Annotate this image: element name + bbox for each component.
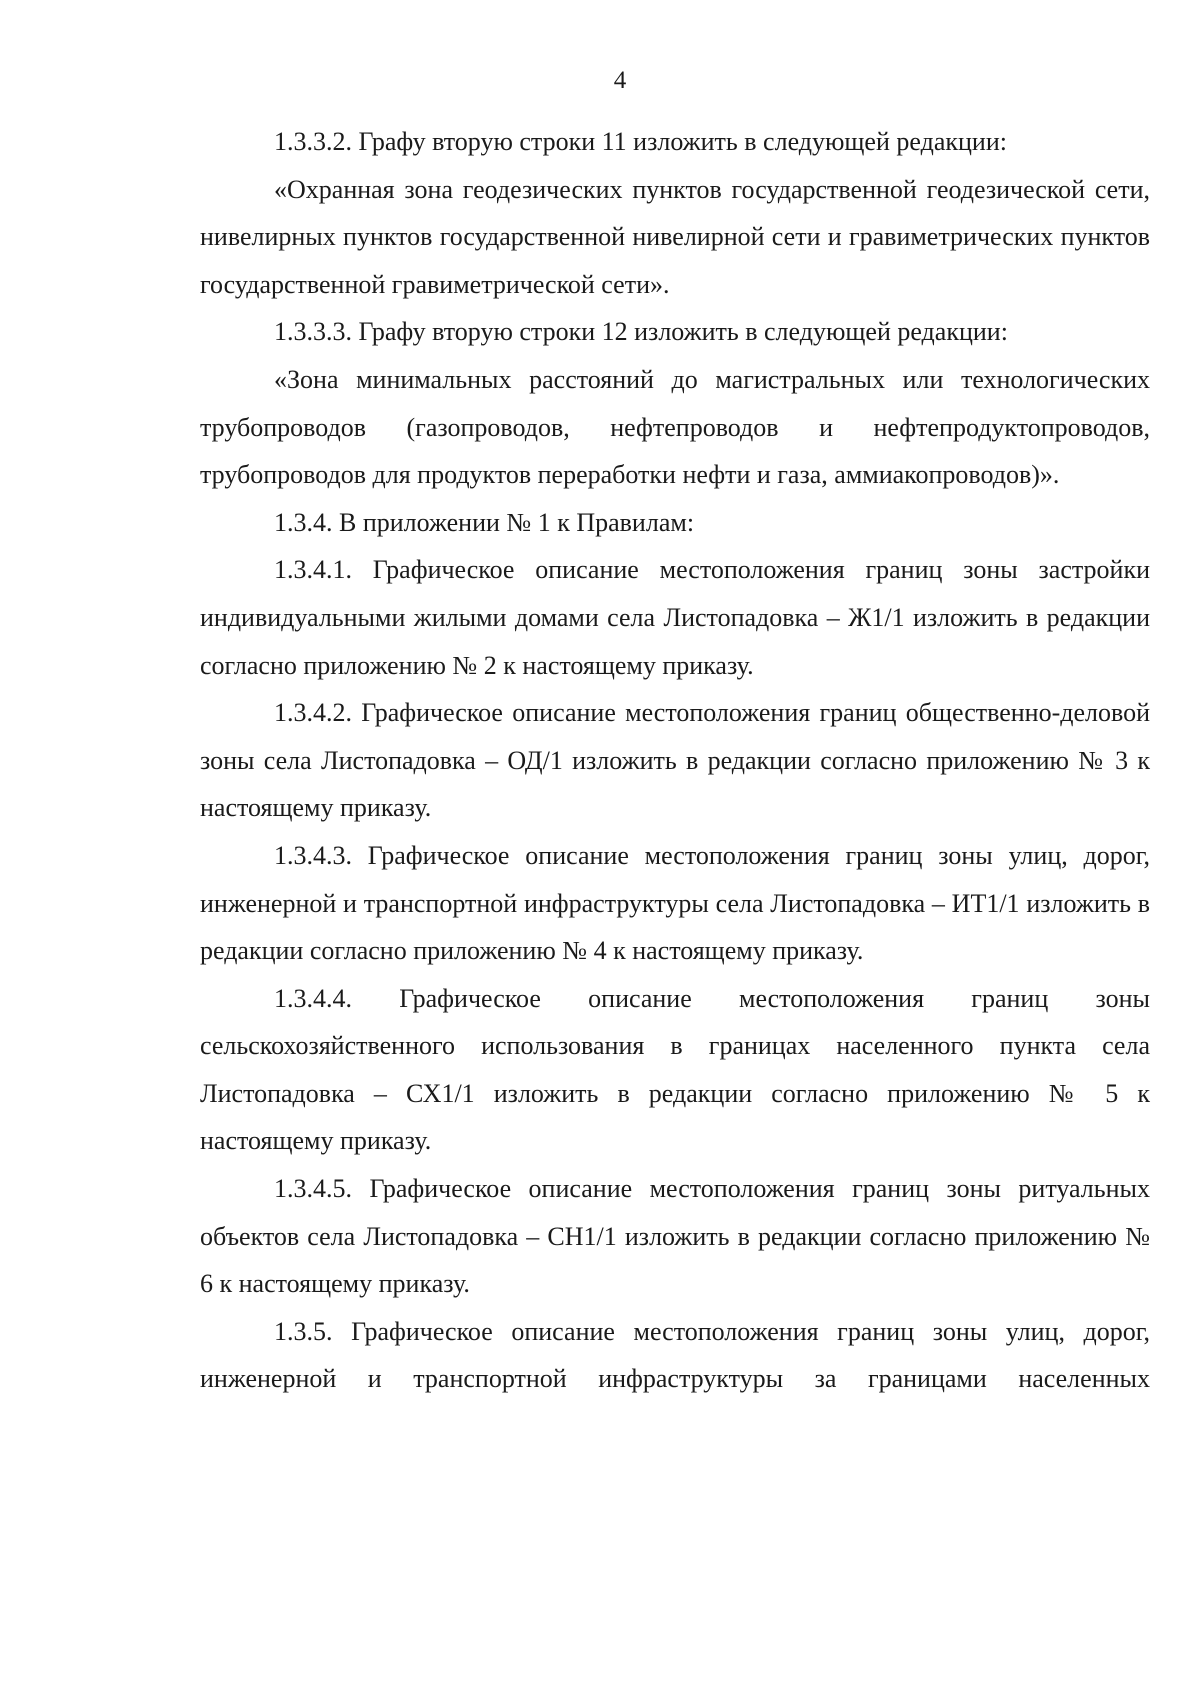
paragraph-1-3-5: 1.3.5. Графическое описание местоположения границ зоны улиц, дорог, инженерной и транспортной инфраструктуры за границами населенных (200, 1316, 1150, 1394)
paragraph-1-3-4-3: 1.3.4.3. Графическое описание местоположения границ зоны улиц, дорог, инженерной и транспортной инфраструктуры села Листопадовка – ИТ1/1 изложить в редакции согласно приложению № 4 к настоящему приказу. (200, 840, 1150, 966)
paragraph-1-3-4-5: 1.3.4.5. Графическое описание местоположения границ зоны ритуальных объектов села Листопадовка – СН1/1 изложить в редакции согласно приложению № 6 к настоящему приказу. (200, 1174, 1150, 1299)
paragraph-1-3-3-2: 1.3.3.2. Графу вторую строки 11 изложить в следующей редакции: (274, 127, 1007, 156)
paragraph-pipeline-zone: «Зона минимальных расстояний до магистральных или технологических трубопроводов (газопроводов, нефтепроводов и нефтепродуктопроводов, трубопроводов для продуктов переработки нефти и газа, аммиакопроводов)». (200, 364, 1150, 490)
paragraph-1-3-4-1: 1.3.4.1. Графическое описание местоположения границ зоны застройки индивидуальными жилыми домами села Листопадовка – Ж1/1 изложить в редакции согласно приложению № 2 к настоящему приказу. (200, 555, 1150, 680)
paragraph-1-3-4: 1.3.4. В приложении № 1 к Правилам: (274, 507, 695, 537)
page-number: 4 (613, 67, 627, 94)
document-body (200, 118, 1150, 1403)
paragraph-protection-zone: «Охранная зона геодезических пунктов государственной геодезической сети, нивелирных пунктов государственной нивелирной сети и гравиметрических пунктов государственной гравиметрической сети». (200, 174, 1150, 299)
paragraph-1-3-4-2: 1.3.4.2. Графическое описание местоположения границ общественно-деловой зоны села Листопадовка – ОД/1 изложить в редакции согласно приложению № 3 к настоящему приказу. (200, 698, 1150, 823)
paragraph-1-3-3-3: 1.3.3.3. Графу вторую строки 12 изложить в следующей редакции: (274, 317, 1008, 347)
paragraph-1-3-4-4: 1.3.4.4. Графическое описание местоположения границ зоны сельскохозяйственного использования в границах населенного пункта села Листопадовка – СХ1/1 изложить в редакции согласно приложению № 5 к настоящему приказу. (200, 983, 1150, 1156)
